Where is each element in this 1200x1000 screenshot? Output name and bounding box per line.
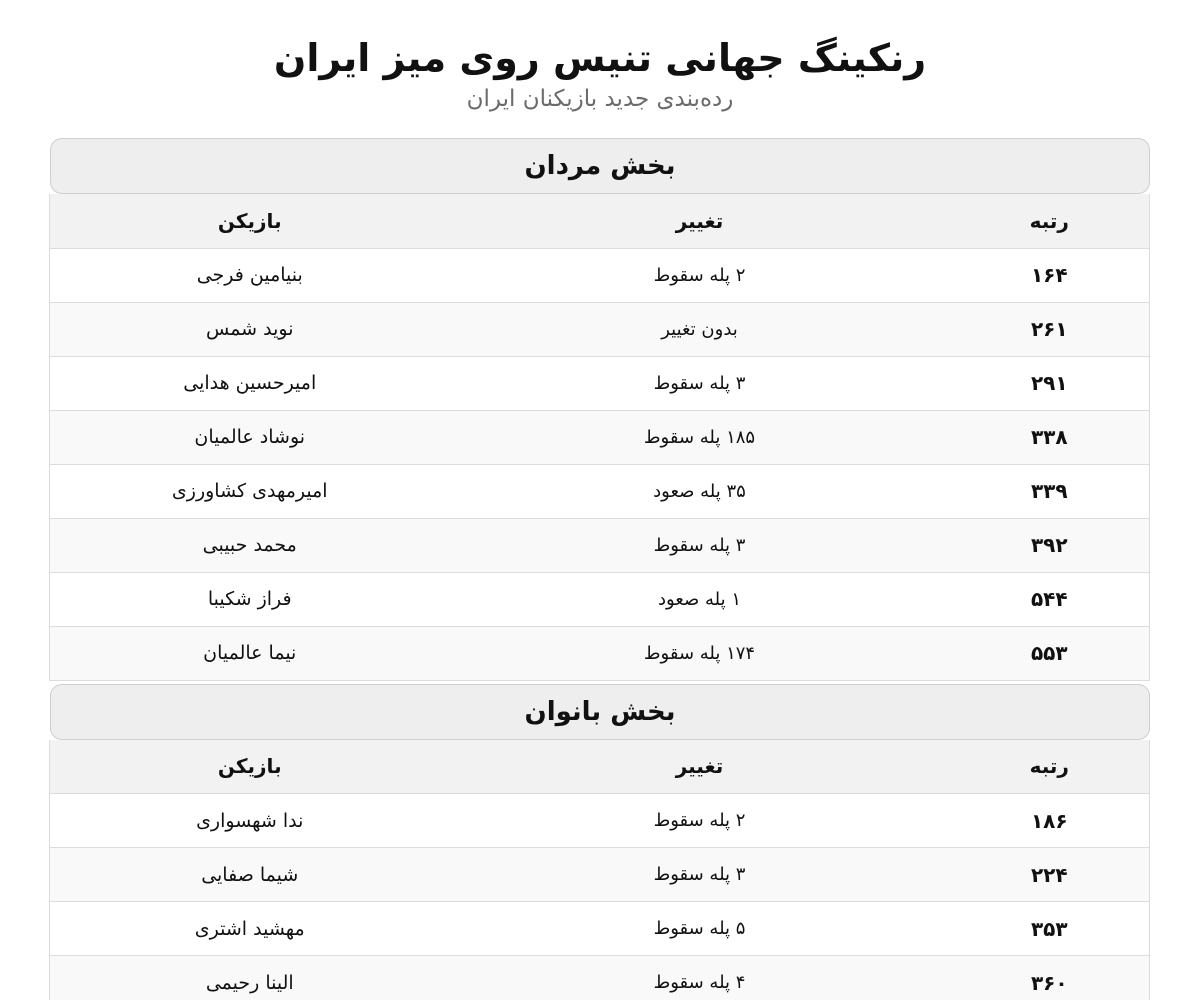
change-cell: ۳۵ پله صعود	[450, 464, 950, 518]
rank-cell: ۱۸۶	[950, 794, 1150, 848]
table-row	[50, 410, 1150, 464]
men-section-title: بخش مردان	[50, 138, 1150, 194]
column-header-player: بازیکن	[50, 194, 450, 248]
player-name-cell: مهشید اشتری	[50, 902, 450, 956]
change-cell: ۳ پله سقوط	[450, 848, 950, 902]
player-name-cell: نیما عالمیان	[50, 626, 450, 680]
change-cell: ۳ پله سقوط	[450, 356, 950, 410]
table-row	[50, 464, 1150, 518]
table-row	[50, 902, 1150, 956]
change-cell: ۱ پله صعود	[450, 572, 950, 626]
player-name-cell: نوید شمس	[50, 302, 450, 356]
table-header-row	[50, 194, 1150, 248]
change-cell: ۵ پله سقوط	[450, 902, 950, 956]
change-cell: ۳ پله سقوط	[450, 518, 950, 572]
player-name-cell: فراز شکیبا	[50, 572, 450, 626]
rank-cell: ۱۶۴	[950, 248, 1150, 302]
column-header-rank: رتبه	[950, 740, 1150, 794]
table-row	[50, 848, 1150, 902]
player-name-cell: الینا رحیمی	[50, 956, 450, 1000]
column-header-rank: رتبه	[950, 194, 1150, 248]
column-header-change: تغییر	[450, 740, 950, 794]
page-header	[50, 0, 1150, 115]
column-header-player: بازیکن	[50, 740, 450, 794]
change-cell: ۱۷۴ پله سقوط	[450, 626, 950, 680]
men-ranking-table	[49, 194, 1150, 681]
rank-cell: ۳۵۳	[950, 902, 1150, 956]
rank-cell: ۲۲۴	[950, 848, 1150, 902]
rank-cell: ۳۳۸	[950, 410, 1150, 464]
page-title: رنکینگ جهانی تنیس روی میز ایران	[273, 36, 927, 80]
player-name-cell: امیرمهدی کشاورزی	[50, 464, 450, 518]
change-cell: ۲ پله سقوط	[450, 248, 950, 302]
table-row	[50, 794, 1150, 848]
rank-cell: ۳۹۲	[950, 518, 1150, 572]
men-table-body	[50, 248, 1150, 680]
women-ranking-table	[49, 740, 1150, 1000]
rank-cell: ۵۴۴	[950, 572, 1150, 626]
change-cell: بدون تغییر	[450, 302, 950, 356]
column-header-change: تغییر	[450, 194, 950, 248]
table-row	[50, 572, 1150, 626]
player-name-cell: ندا شهسواری	[50, 794, 450, 848]
rank-cell: ۳۳۹	[950, 464, 1150, 518]
player-name-cell: بنیامین فرجی	[50, 248, 450, 302]
rank-cell: ۳۶۰	[950, 956, 1150, 1000]
table-header-row	[50, 740, 1150, 794]
table-row	[50, 626, 1150, 680]
rank-cell: ۲۶۱	[950, 302, 1150, 356]
men-section	[50, 138, 1150, 681]
change-cell: ۴ پله سقوط	[450, 956, 950, 1000]
women-section	[50, 684, 1150, 1000]
player-name-cell: نوشاد عالمیان	[50, 410, 450, 464]
women-section-title: بخش بانوان	[50, 684, 1150, 740]
table-row	[50, 302, 1150, 356]
women-table-body	[50, 794, 1150, 1000]
rank-cell: ۵۵۳	[950, 626, 1150, 680]
player-name-cell: محمد حبیبی	[50, 518, 450, 572]
change-cell: ۱۸۵ پله سقوط	[450, 410, 950, 464]
player-name-cell: شیما صفایی	[50, 848, 450, 902]
table-row	[50, 356, 1150, 410]
player-name-cell: امیرحسین هدایی	[50, 356, 450, 410]
page-subtitle: رده‌بندی جدید بازیکنان ایران	[466, 86, 734, 112]
table-row	[50, 956, 1150, 1000]
table-row	[50, 248, 1150, 302]
rank-cell: ۲۹۱	[950, 356, 1150, 410]
table-row	[50, 518, 1150, 572]
change-cell: ۲ پله سقوط	[450, 794, 950, 848]
